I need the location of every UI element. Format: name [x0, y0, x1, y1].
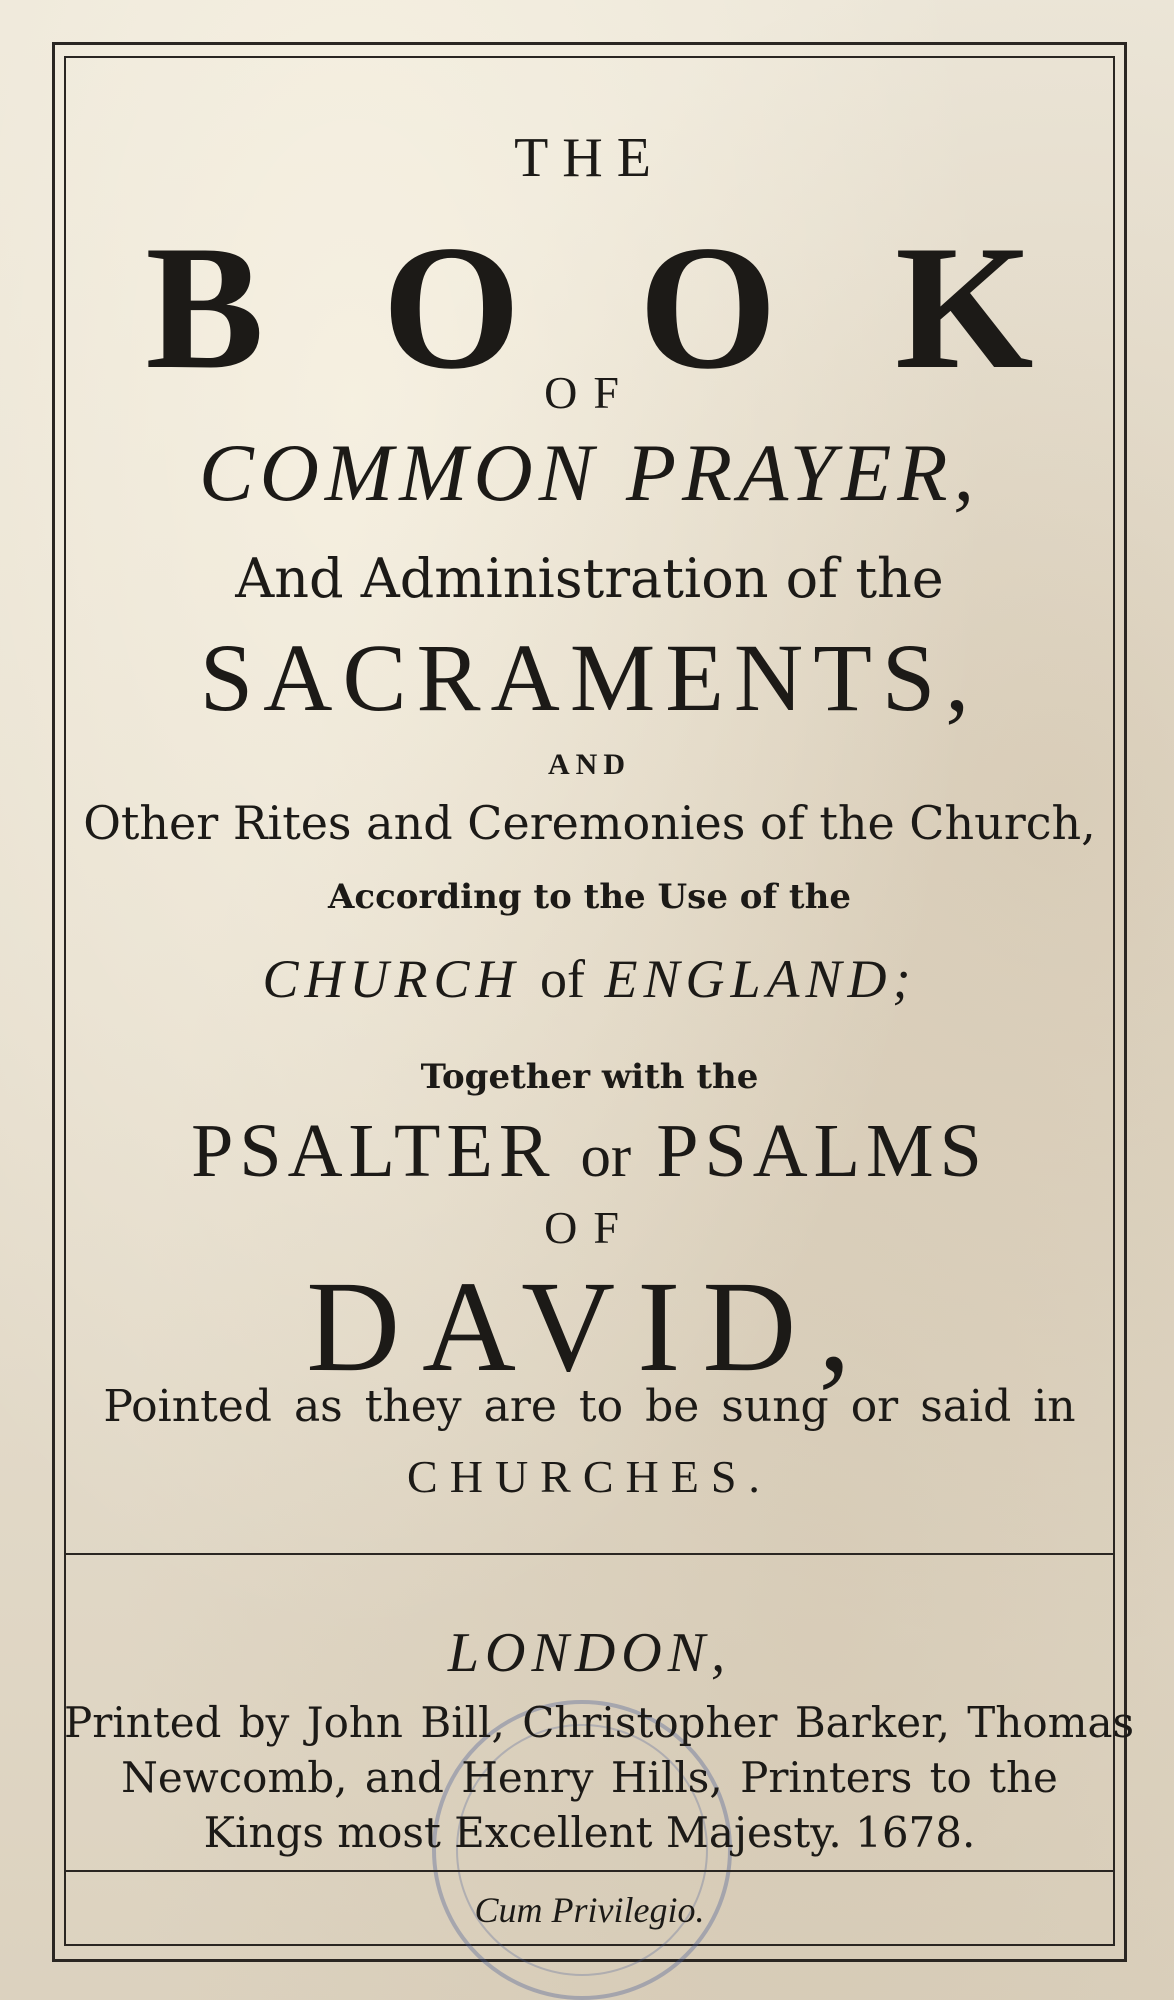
title-david: DAVID, — [306, 1255, 873, 1399]
book-letter-o2: O — [638, 208, 778, 406]
title-psalter-psalms — [64, 1109, 1115, 1193]
title-common-prayer: COMMON PRAYER, — [199, 427, 980, 518]
subtitle-according: According to the Use of the — [328, 877, 851, 917]
england-word: ENGLAND; — [604, 949, 917, 1009]
church-word: CHURCH — [262, 949, 521, 1009]
title-and: AND — [548, 748, 631, 781]
subtitle-pointed: Pointed as they are to be sung or said in — [103, 1381, 1076, 1432]
psalter-word: PSALTER — [191, 1109, 556, 1193]
psalms-word: PSALMS — [656, 1109, 988, 1193]
subtitle-administration: And Administration of the — [235, 547, 944, 610]
psalter-or-word: or — [580, 1123, 632, 1190]
imprint-line-3: Kings most Excellent Majesty. 1678. — [203, 1808, 976, 1857]
church-of-word: of — [540, 949, 585, 1009]
title-sacraments: SACRAMENTS, — [199, 624, 980, 731]
subtitle-rites: Other Rites and Ceremonies of the Church, — [83, 796, 1096, 850]
imprint-line-2: Newcomb, and Henry Hills, Printers to the — [121, 1753, 1058, 1802]
book-letter-b: B — [145, 208, 265, 406]
cum-privilegio: Cum Privilegio. — [474, 1890, 705, 1930]
title-churches: CHURCHES. — [407, 1451, 772, 1502]
title-of: OF — [544, 367, 635, 418]
imprint-london: LONDON, — [447, 1622, 732, 1684]
book-letter-k: K — [895, 208, 1034, 406]
title-the: THE — [514, 127, 665, 189]
title-church-of-england — [64, 949, 1115, 1009]
title-of-david: OF — [544, 1202, 635, 1253]
divider-rule-top — [66, 1553, 1113, 1555]
imprint-line-1: Printed by John Bill, Christopher Barker, Thomas — [64, 1698, 1135, 1747]
divider-rule-bottom — [66, 1870, 1113, 1872]
subtitle-together: Together with the — [420, 1057, 759, 1097]
book-letter-o1: O — [382, 208, 521, 406]
